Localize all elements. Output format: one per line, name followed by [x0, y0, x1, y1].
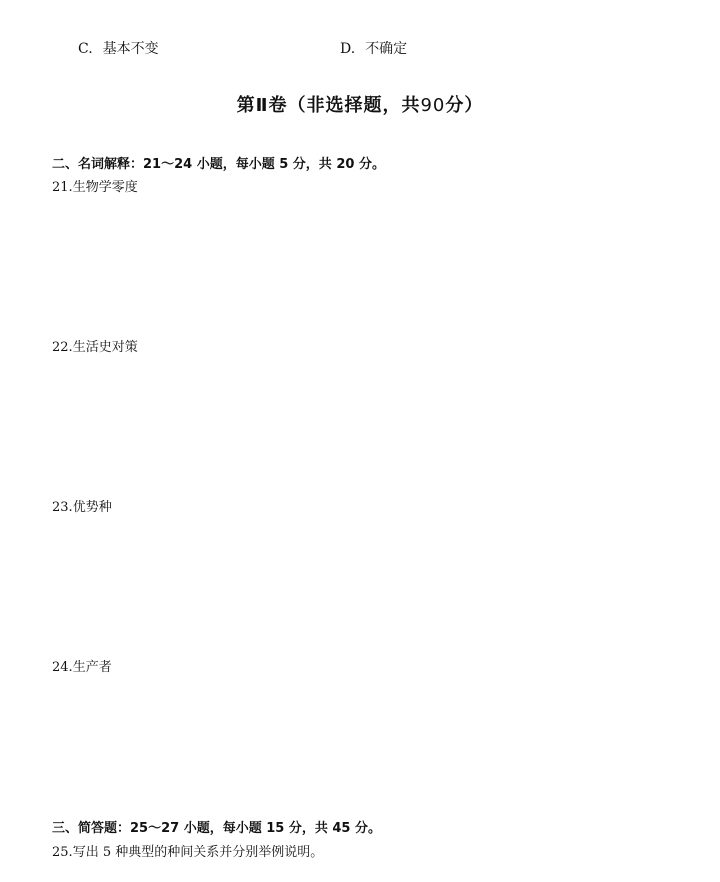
question-number: 25. [52, 845, 73, 860]
option-c-text: 基本不变 [102, 41, 159, 57]
option-d [340, 42, 407, 56]
question-22 [52, 341, 138, 354]
part-2-title-prefix: 第Ⅱ卷（非选择题，共 [236, 95, 421, 116]
question-text: 写出 5 种典型的种间关系并分别举例说明。 [72, 845, 324, 860]
section-2-heading: 二、名词解释：21～24 小题，每小题 5 分，共 20 分。 [52, 157, 385, 172]
question-text: 优势种 [72, 500, 112, 515]
question-24 [52, 661, 112, 674]
question-25 [52, 846, 323, 859]
question-number: 24. [52, 660, 73, 675]
section-3-heading: 三、简答题：25～27 小题，每小题 15 分，共 45 分。 [52, 821, 381, 836]
part-2-title-suffix: 分） [445, 95, 484, 116]
option-c [78, 42, 159, 56]
option-d-letter: D. [340, 41, 356, 57]
question-number: 23. [52, 500, 73, 515]
question-number: 21. [52, 180, 73, 195]
option-d-text: 不确定 [365, 41, 408, 57]
question-number: 22. [52, 340, 73, 355]
part-2-title [0, 97, 720, 115]
question-21 [52, 181, 138, 194]
question-text: 生产者 [72, 660, 112, 675]
option-c-letter: C. [78, 41, 93, 57]
question-text: 生活史对策 [72, 340, 138, 355]
question-23 [52, 501, 112, 514]
question-text: 生物学零度 [72, 180, 138, 195]
part-2-title-score: 90 [420, 95, 446, 116]
